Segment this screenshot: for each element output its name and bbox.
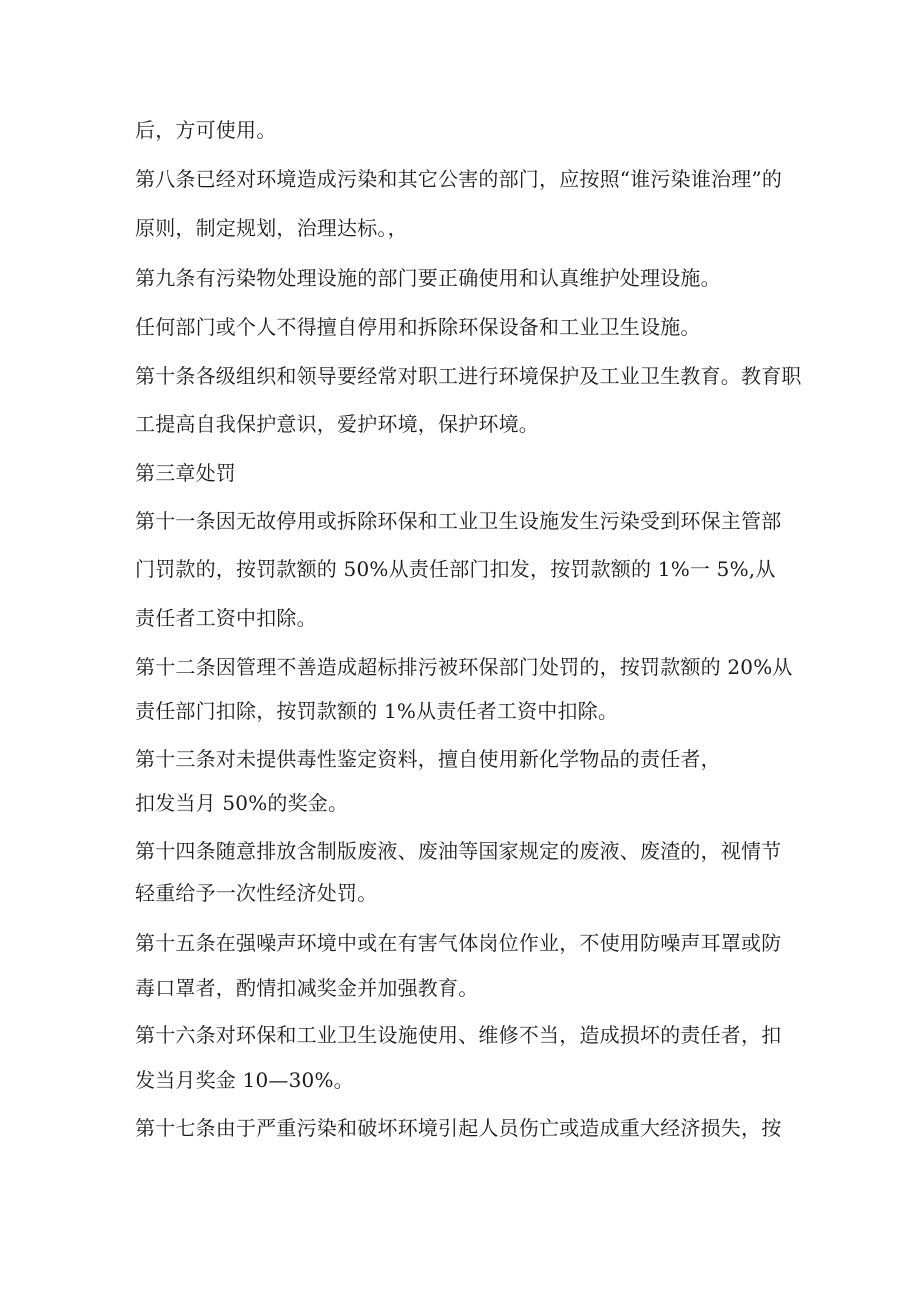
text-line: 责任者工资中扣除。 xyxy=(135,606,317,630)
text-line: 毒口罩者，酌情扣减奖金并加强教育。 xyxy=(135,976,479,1000)
text-line: 第十二条因管理不善造成超标排污被环保部门处罚的，按罚款额的 20%从 xyxy=(135,655,793,679)
text-line: 责任部门扣除，按罚款额的 1%从责任者工资中扣除。 xyxy=(135,699,619,723)
text-line: 第十七条由于严重污染和破坏环境引起人员伤亡或造成重大经济损失，按 xyxy=(135,1116,782,1140)
text-line: 第十条各级组织和领导要经常对职工进行环境保护及工业卫生教育。教育职 xyxy=(135,364,802,388)
text-line: 第十六条对环保和工业卫生设施使用、维修不当，造成损坏的责任者，扣 xyxy=(135,1023,782,1047)
text-line: 扣发当月 50%的奖金。 xyxy=(135,791,349,815)
text-line: 发当月奖金 10—30%。 xyxy=(135,1068,354,1092)
text-line: 第十三条对未提供毒性鉴定资料，擅自使用新化学物品的责任者， xyxy=(135,747,721,771)
section-heading: 第三章处罚 xyxy=(135,461,236,485)
text-line: 门罚款的，按罚款额的 50%从责任部门扣发，按罚款额的 1%一 5%,从 xyxy=(135,557,776,581)
text-line: 后，方可使用。 xyxy=(135,118,277,142)
text-line: 第十五条在强噪声环境中或在有害气体岗位作业，不使用防噪声耳罩或防 xyxy=(135,931,782,955)
text-line: 工提高自我保护意识，爱护环境，保护环境。 xyxy=(135,412,539,436)
text-line: 任何部门或个人不得擅自停用和拆除环保设备和工业卫生设施。 xyxy=(135,315,701,339)
text-line: 第十四条随意排放含制版废液、废油等国家规定的废液、废渣的，视情节 xyxy=(135,839,782,863)
text-line: 第八条已经对环境造成污染和其它公害的部门，应按照“谁污染谁治理”的 xyxy=(135,167,783,191)
text-line: 第十一条因无故停用或拆除环保和工业卫生设施发生污染受到环保主管部 xyxy=(135,509,782,533)
text-line: 轻重给予一次性经济处罚。 xyxy=(135,881,378,905)
text-line: 第九条有污染物处理设施的部门要正确使用和认真维护处理设施。 xyxy=(135,266,721,290)
text-line: 原则，制定规划，治理达标。， xyxy=(135,216,408,240)
